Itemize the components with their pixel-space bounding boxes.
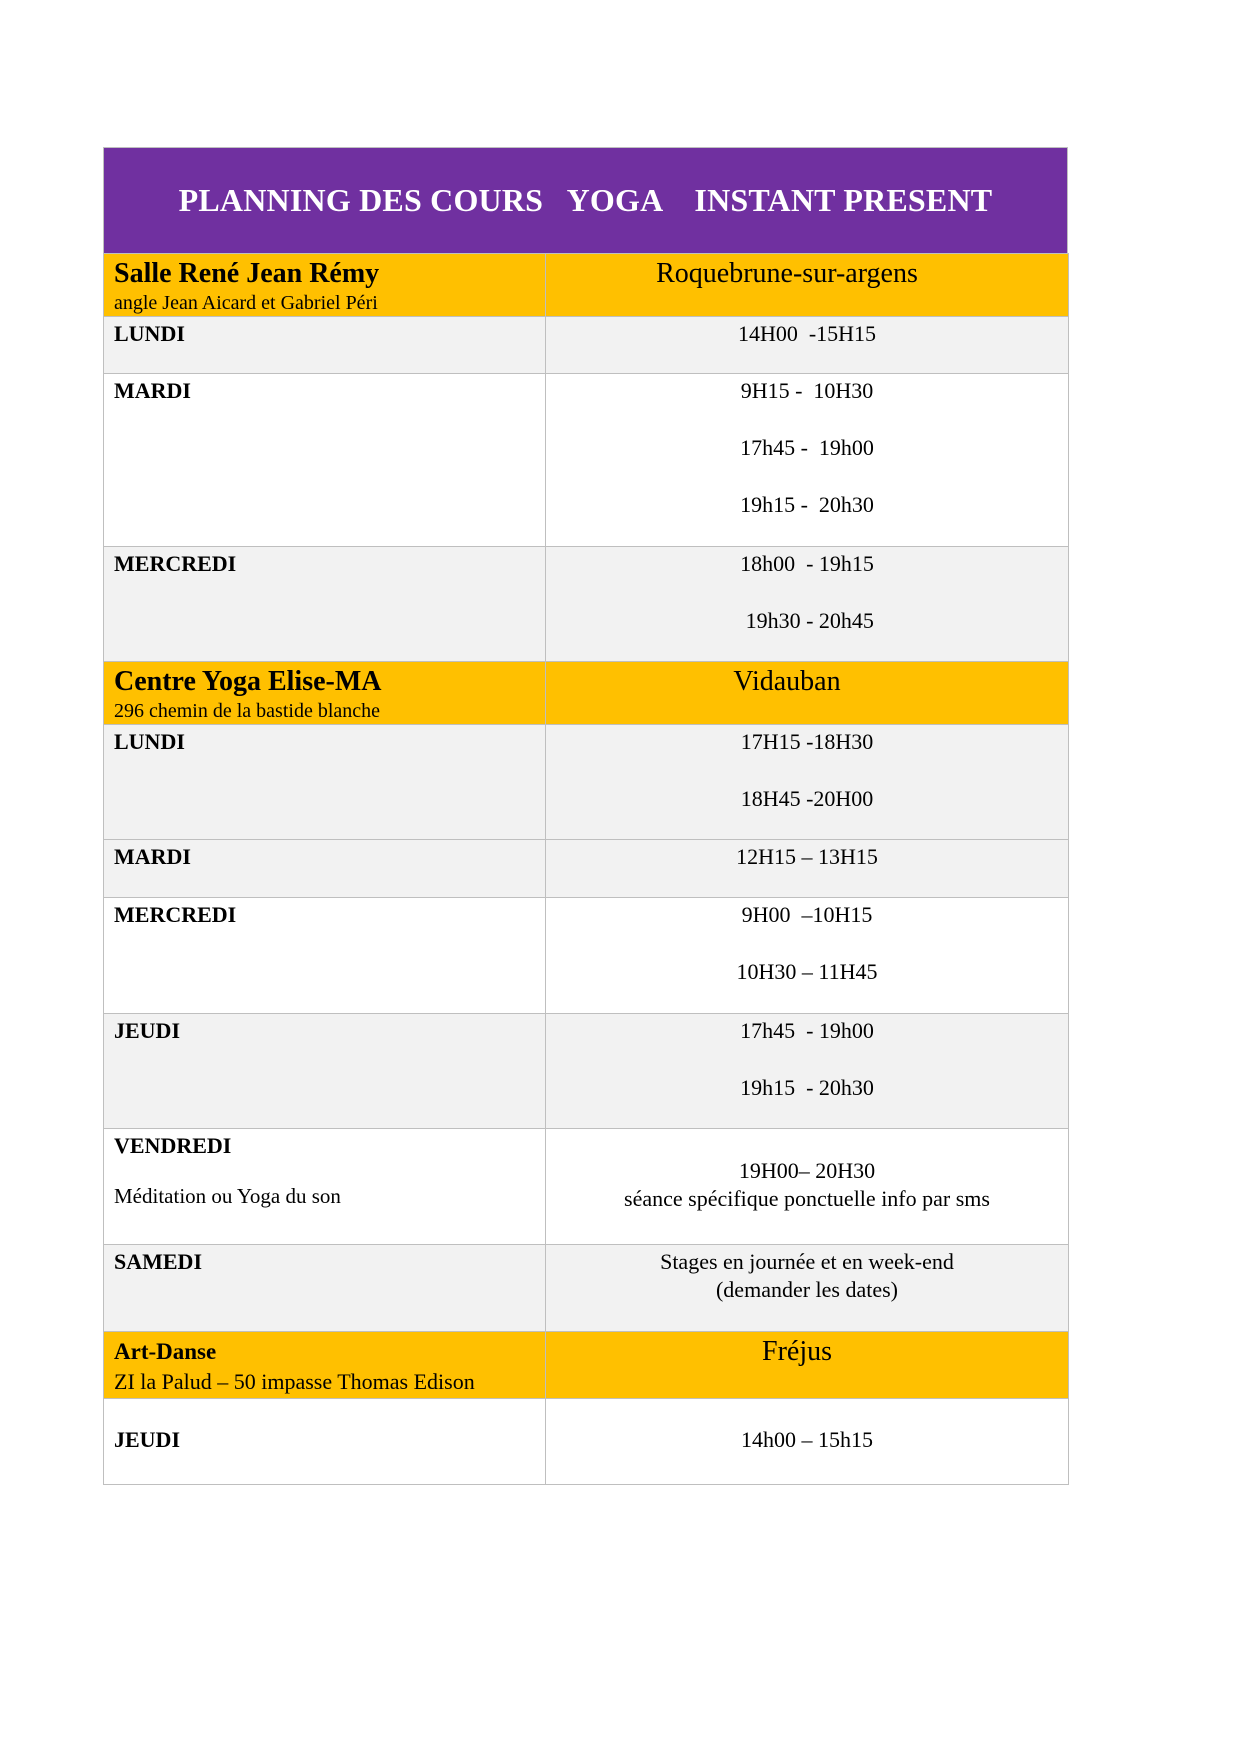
time-slot: 19h30 - 20h45 (740, 608, 874, 633)
day-label: MARDI (114, 844, 191, 869)
time-slot: 18H45 -20H00 (740, 786, 874, 811)
schedule-row (104, 1129, 1069, 1245)
schedule-row (104, 317, 1069, 374)
schedule-row (104, 1399, 1069, 1485)
venue-info (104, 254, 546, 317)
schedule-row (104, 1245, 1069, 1332)
time-slot: 14h00 – 15h15 (741, 1427, 873, 1452)
venue-city-cell (546, 662, 1069, 725)
day-label: MERCREDI (114, 902, 237, 927)
venue-info (104, 662, 546, 725)
day-label: LUNDI (114, 321, 185, 346)
day-label: JEUDI (114, 1427, 181, 1452)
day-label: JEUDI (114, 1018, 181, 1043)
venue-info (104, 1332, 546, 1399)
venue-city: Vidauban (733, 666, 841, 697)
day-label: MERCREDI (114, 551, 237, 576)
schedule-row (104, 725, 1069, 840)
venue-name: Art-Danse (114, 1339, 217, 1364)
time-slot: 9H15 - 10H30 (740, 378, 874, 403)
page-title: PLANNING DES COURS YOGA INSTANT PRESENT (178, 182, 993, 218)
day-label: SAMEDI (114, 1249, 203, 1274)
schedule-row (104, 374, 1069, 547)
time-slot: 18h00 - 19h15 (740, 551, 874, 576)
time-slot: 19h15 - 20h30 (740, 492, 874, 517)
time-slot: 17h45 - 19h00 (740, 435, 874, 460)
time-slot: 14H00 -15H15 (737, 321, 877, 346)
venue-header-vidauban (104, 662, 1069, 725)
day-label: LUNDI (114, 729, 185, 754)
time-slot: 17H15 -18H30 (740, 729, 874, 754)
schedule-row (104, 898, 1069, 1014)
venue-city-cell (546, 254, 1069, 317)
time-slot: 19h15 - 20h30 (740, 1075, 874, 1100)
schedule-document (103, 147, 1068, 1485)
workshop-info: Stages en journée et en week-end (660, 1249, 954, 1274)
venue-name: Salle René Jean Rémy (114, 258, 380, 289)
venue-address: ZI la Palud – 50 impasse Thomas Edison (114, 1369, 475, 1394)
day-label: VENDREDI (114, 1133, 232, 1158)
venue-header-roquebrune (104, 254, 1069, 317)
venue-name: Centre Yoga Elise-MA (114, 666, 382, 697)
venue-address: angle Jean Aicard et Gabriel Péri (114, 292, 378, 314)
venue-city-cell (546, 1332, 1069, 1399)
workshop-note: (demander les dates) (715, 1277, 899, 1302)
time-slot: 12H15 – 13H15 (736, 844, 878, 869)
day-label: MARDI (114, 378, 191, 403)
venue-header-frejus (104, 1332, 1069, 1399)
class-detail: séance spécifique ponctuelle info par sms (624, 1186, 990, 1211)
time-slot: 9H00 –10H15 (741, 902, 873, 927)
schedule-row (104, 547, 1069, 662)
venue-address: 296 chemin de la bastide blanche (114, 700, 381, 722)
venue-city: Roquebrune-sur-argens (656, 258, 918, 289)
title-banner (103, 147, 1068, 253)
class-note: Méditation ou Yoga du son (114, 1184, 341, 1208)
schedule-row (104, 1014, 1069, 1129)
schedule-table (103, 253, 1069, 1485)
time-slot: 17h45 - 19h00 (740, 1018, 874, 1043)
schedule-row (104, 840, 1069, 898)
venue-city: Fréjus (762, 1336, 832, 1367)
time-slot: 19H00– 20H30 (738, 1158, 876, 1183)
time-slot: 10H30 – 11H45 (736, 959, 878, 984)
